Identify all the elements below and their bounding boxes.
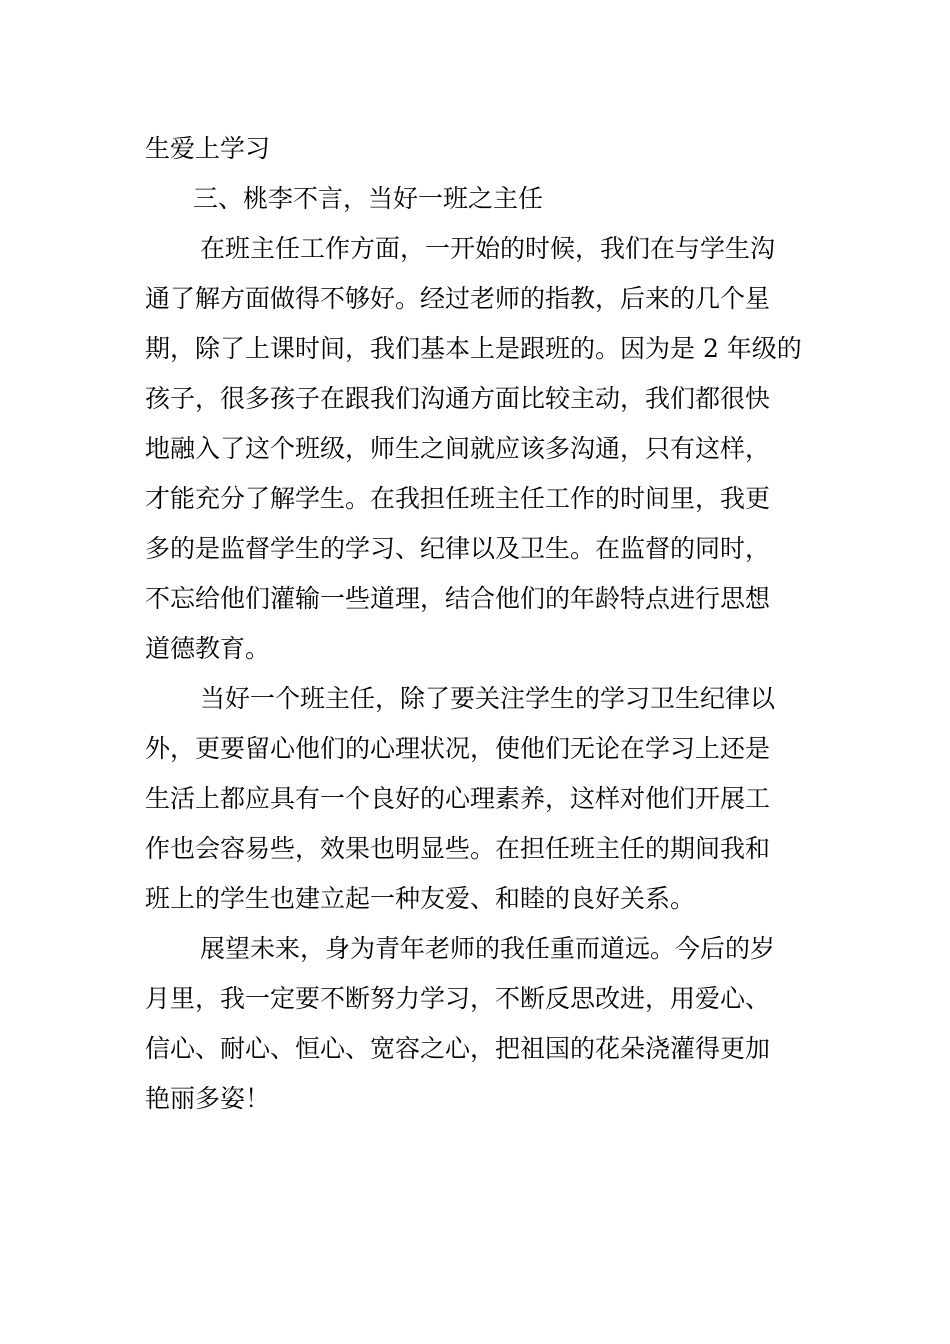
paragraph-line: 才能充分了解学生。在我担任班主任工作的时间里，我更 bbox=[145, 484, 771, 513]
paragraph-line: 期，除了上课时间，我们基本上是跟班的。因为是 2 年级的 bbox=[145, 334, 802, 363]
paragraph-line: 当好一个班主任，除了要关注学生的学习卫生纪律以 bbox=[200, 684, 776, 713]
paragraph-line: 孩子，很多孩子在跟我们沟通方面比较主动，我们都很快 bbox=[145, 384, 771, 413]
paragraph-line: 道德教育。 bbox=[145, 634, 271, 663]
paragraph-line: 班上的学生也建立起一种友爱、和睦的良好关系。 bbox=[145, 884, 696, 913]
continuation-line: 生爱上学习 bbox=[145, 134, 271, 163]
paragraph-line: 不忘给他们灌输一些道理，结合他们的年龄特点进行思想 bbox=[145, 584, 771, 613]
paragraph-line: 多的是监督学生的学习、纪律以及卫生。在监督的同时， bbox=[145, 534, 771, 563]
paragraph-line: 通了解方面做得不够好。经过老师的指教，后来的几个星 bbox=[145, 284, 771, 313]
paragraph-line: 展望未来，身为青年老师的我任重而道远。今后的岁 bbox=[200, 934, 776, 963]
paragraph-line: 生活上都应具有一个良好的心理素养，这样对他们开展工 bbox=[145, 784, 771, 813]
paragraph-line: 信心、耐心、恒心、宽容之心，把祖国的花朵浇灌得更加 bbox=[145, 1034, 771, 1063]
paragraph-line: 地融入了这个班级，师生之间就应该多沟通，只有这样， bbox=[145, 434, 771, 463]
paragraph-line: 艳丽多姿！ bbox=[145, 1084, 271, 1113]
paragraph-line: 月里，我一定要不断努力学习，不断反思改进，用爱心、 bbox=[145, 984, 771, 1013]
paragraph-line: 在班主任工作方面，一开始的时候，我们在与学生沟 bbox=[200, 234, 776, 263]
paragraph-line: 外，更要留心他们的心理状况，使他们无论在学习上还是 bbox=[145, 734, 771, 763]
section-heading: 三、桃李不言，当好一班之主任 bbox=[193, 184, 544, 213]
paragraph-line: 作也会容易些，效果也明显些。在担任班主任的期间我和 bbox=[145, 834, 771, 863]
